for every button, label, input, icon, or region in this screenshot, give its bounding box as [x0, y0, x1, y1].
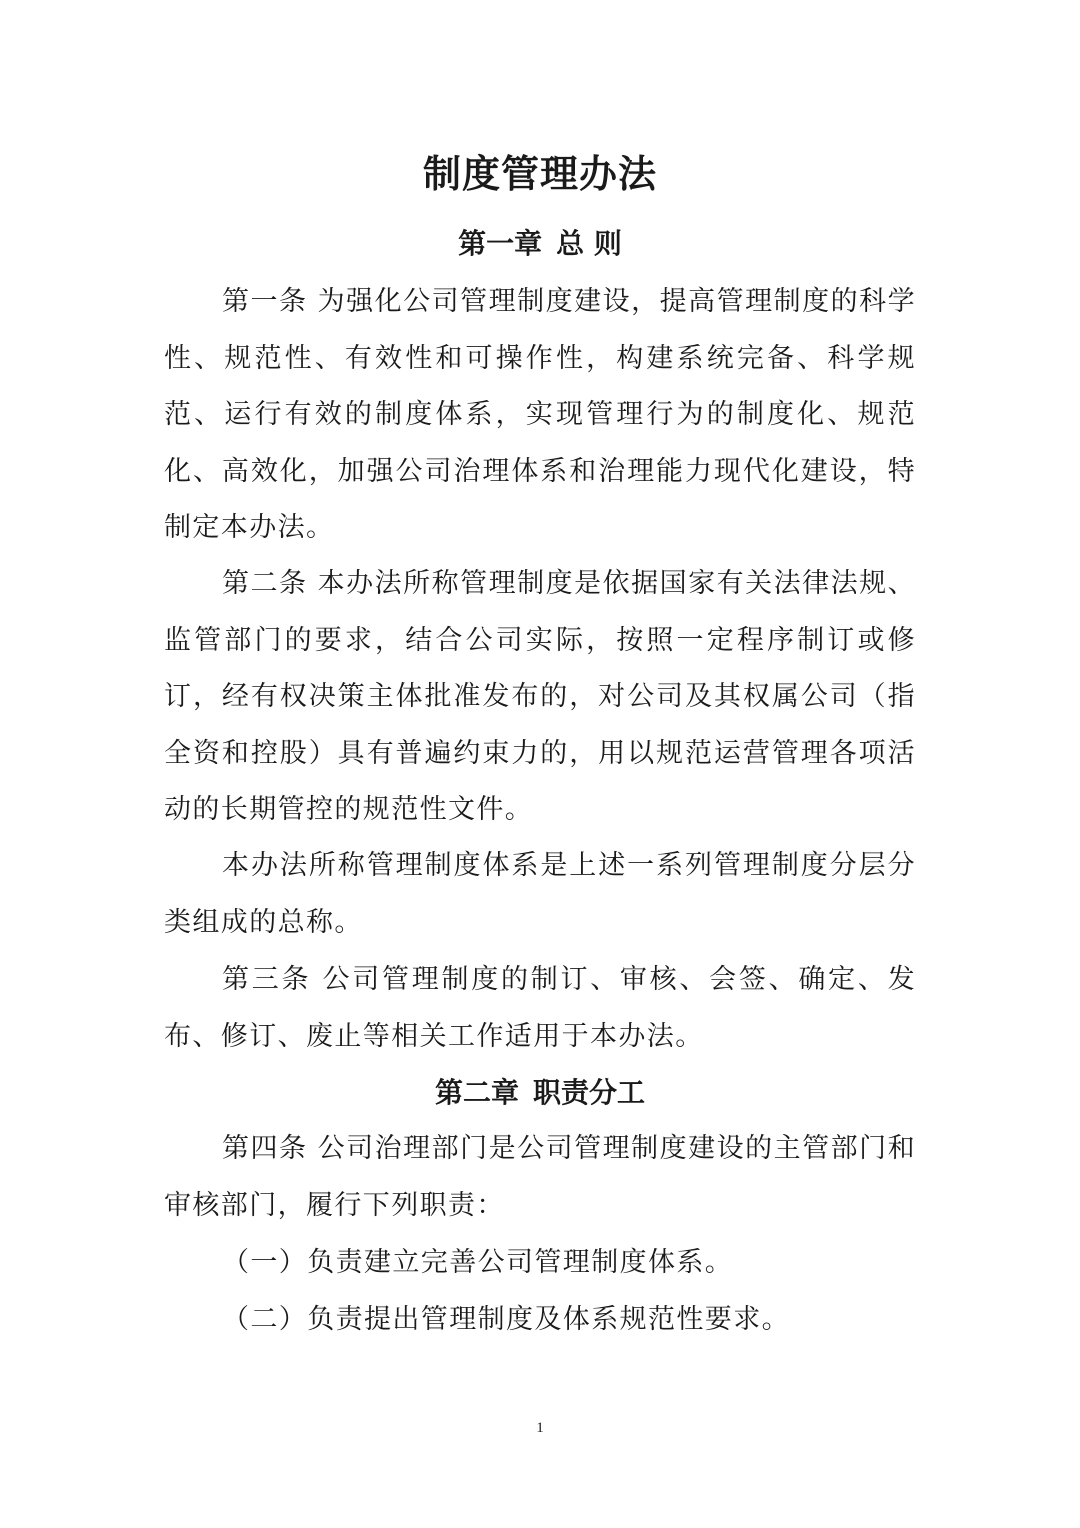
article-1-paragraph: 第一条 为强化公司管理制度建设，提高管理制度的科学性、规范性、有效性和可操作性，构建系统完备、科学规范、运行有效的制度体系，实现管理行为的制度化、规范化、高效化，加强公司治理体系和治理能力现代化建设，特制定本办法。: [164, 286, 916, 543]
chapter-heading-1: [0, 224, 1080, 264]
system-definition-paragraph: 本办法所称管理制度体系是上述一系列管理制度分层分类组成的总称。: [164, 850, 916, 938]
chapter-name: 职责分工: [533, 1076, 646, 1109]
document-title: 制度管理办法: [422, 152, 657, 196]
chapter-number: 第二章: [434, 1076, 519, 1109]
chapter-name: 总 则: [556, 227, 622, 260]
article-2-paragraph: 第二条 本办法所称管理制度是依据国家有关法律法规、监管部门的要求，结合公司实际，按照一定程序制订或修订，经有权决策主体批准发布的，对公司及其权属公司（指全资和控股）具有普遍约束力的，用以规范运营管理各项活动的长期管控的规范性文件。: [164, 568, 916, 825]
page-number: 1: [536, 1420, 544, 1436]
article-4-paragraph: 第四条 公司治理部门是公司管理制度建设的主管部门和审核部门，履行下列职责：: [164, 1133, 916, 1221]
chapter-heading-2: [0, 1073, 1080, 1113]
chapter-number: 第一章: [458, 227, 543, 260]
duty-item-1: （一）负责建立完善公司管理制度体系。: [222, 1247, 734, 1278]
article-3-paragraph: 第三条 公司管理制度的制订、审核、会签、确定、发布、修订、废止等相关工作适用于本办法。: [164, 964, 916, 1052]
duty-item-2: （二）负责提出管理制度及体系规范性要求。: [222, 1304, 790, 1335]
